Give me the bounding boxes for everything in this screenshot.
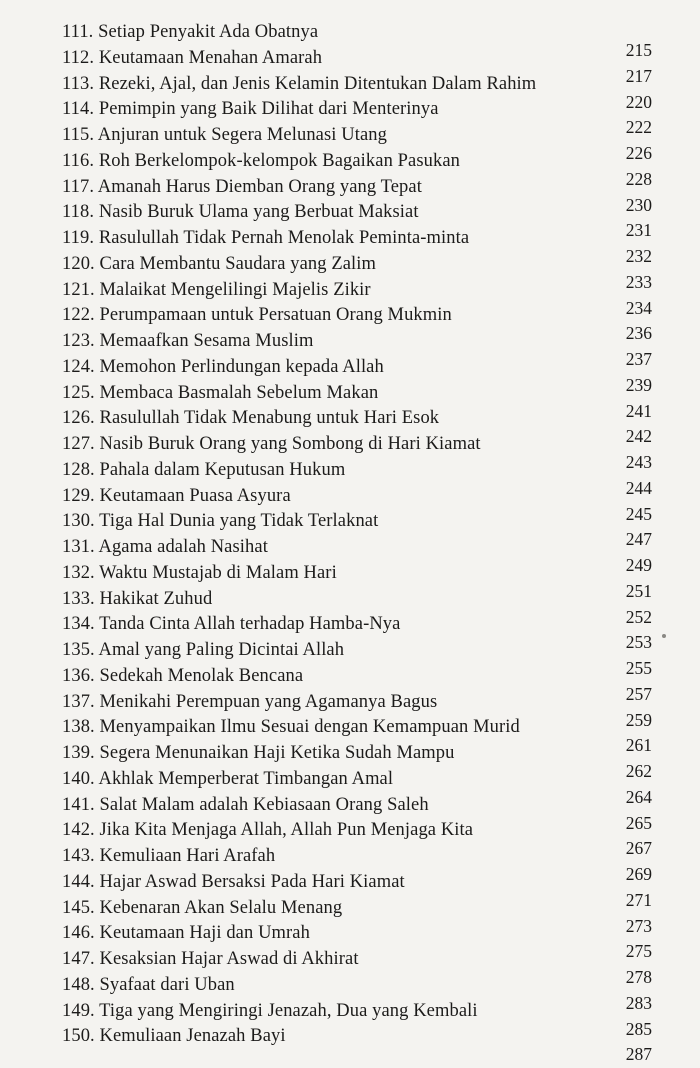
toc-entry-title: 131. Agama adalah Nasihat (62, 537, 268, 557)
toc-entry-title: 140. Akhlak Memperberat Timbangan Amal (62, 768, 394, 789)
toc-entry-page-number: 259 (625, 709, 652, 730)
toc-entry-page-number: 251 (625, 580, 652, 601)
toc-entry-page-number: 283 (625, 992, 652, 1013)
toc-entry-title: 133. Hakikat Zuhud (62, 588, 213, 609)
toc-entry-title: 137. Menikahi Perempuan yang Agamanya Bagus (62, 691, 438, 712)
toc-entry-title: 132. Waktu Mustajab di Malam Hari (62, 562, 337, 583)
toc-entry-page-number: 244 (625, 477, 652, 498)
toc-entry-page-number: 231 (625, 220, 652, 241)
toc-entry-title: 124. Memohon Perlindungan kepada Allah (62, 356, 384, 377)
toc-entry-title: 138. Menyampaikan Ilmu Sesuai dengan Kemampuan Murid (62, 717, 520, 738)
toc-entry-title: 144. Hajar Aswad Bersaksi Pada Hari Kiamat (62, 871, 405, 892)
toc-entry-title: 114. Pemimpin yang Baik Dilihat dari Menterinya (62, 99, 439, 120)
toc-entry-page-number: 264 (625, 786, 652, 807)
toc-entry-title: 115. Anjuran untuk Segera Melunasi Utang (62, 125, 387, 145)
toc-entry-page-number: 271 (625, 889, 652, 910)
toc-entry-page-number: 239 (625, 374, 652, 395)
toc-entry-page-number: 262 (625, 761, 652, 781)
toc-entry-title: 130. Tiga Hal Dunia yang Tidak Terlaknat (62, 511, 379, 532)
toc-entry-page-number: 236 (625, 323, 652, 344)
toc-entry-title: 129. Keutamaan Puasa Asyura (62, 485, 291, 506)
toc-entry-title: 116. Roh Berkelompok-kelompok Bagaikan Pasukan (62, 150, 461, 171)
toc-entry-title: 148. Syafaat dari Uban (62, 974, 235, 995)
toc-entry-title: 121. Malaikat Mengelilingi Majelis Zikir (62, 279, 371, 300)
toc-entry-page-number: 273 (625, 915, 652, 936)
toc-page-number-column (590, 38, 652, 1068)
toc-entry-title: 113. Rezeki, Ajal, dan Jenis Kelamin Ditentukan Dalam Rahim (62, 73, 537, 94)
toc-entry-title: 141. Salat Malam adalah Kebiasaan Orang Saleh (62, 794, 429, 815)
toc-entry-page-number: 278 (625, 967, 652, 987)
toc-entry-page-number: 230 (625, 194, 652, 215)
toc-entry-page-number: 233 (625, 271, 652, 292)
toc-entry-page-number: 217 (625, 65, 652, 86)
toc-entry-title: 134. Tanda Cinta Allah terhadap Hamba-Nya (62, 614, 401, 635)
toc-entry-page-number: 267 (625, 838, 652, 859)
toc-entry-title: 120. Cara Membantu Saudara yang Zalim (62, 253, 376, 274)
toc-entry-page-number: 220 (625, 91, 652, 112)
toc-entry-title: 143. Kemuliaan Hari Arafah (62, 846, 276, 866)
toc-entry-page-number: 215 (625, 40, 652, 60)
toc-entry-page-number: 287 (625, 1044, 652, 1065)
toc-entry-title: 135. Amal yang Paling Dicintai Allah (62, 640, 345, 660)
toc-entry-title: 149. Tiga yang Mengiringi Jenazah, Dua yang Kembali (62, 1000, 478, 1021)
toc-entry-title: 118. Nasib Buruk Ulama yang Berbuat Maksiat (62, 202, 419, 223)
toc-entry-page-number: 245 (625, 503, 652, 524)
toc-entry-title: 122. Perumpamaan untuk Persatuan Orang Mukmin (62, 305, 452, 326)
toc-entry-page-number: 237 (625, 349, 652, 369)
toc-title-column (62, 20, 622, 1050)
toc-entry-page-number: 257 (625, 683, 652, 704)
toc-entry-page-number: 265 (625, 812, 652, 833)
toc-entry-page-number: 241 (625, 400, 652, 421)
toc-entry-page-number: 285 (625, 1018, 652, 1039)
toc-entry-page-number: 255 (625, 658, 652, 678)
toc-entry-page-number: 232 (625, 246, 652, 266)
toc-entry-title: 125. Membaca Basmalah Sebelum Makan (62, 382, 379, 403)
toc-entry-page-number: 243 (625, 452, 652, 472)
toc-entry-title: 136. Sedekah Menolak Bencana (62, 665, 304, 686)
toc-entry-page-number: 269 (625, 864, 652, 884)
toc-entry-page-number: 253 (625, 632, 652, 653)
margin-speck (662, 634, 666, 638)
toc-entry-page-number: 222 (625, 117, 652, 138)
toc-entry-title: 145. Kebenaran Akan Selalu Menang (62, 897, 343, 918)
toc-entry-page-number: 275 (625, 941, 652, 962)
toc-entry-page-number: 242 (625, 426, 652, 447)
toc-entry-title: 128. Pahala dalam Keputusan Hukum (62, 459, 346, 480)
toc-entry-title: 139. Segera Menunaikan Haji Ketika Sudah Mampu (62, 743, 455, 763)
toc-entry-page-number: 247 (625, 529, 652, 550)
toc-entry-page-number: 234 (625, 297, 652, 318)
toc-entry-title: 127. Nasib Buruk Orang yang Sombong di Hari Kiamat (62, 434, 481, 454)
toc-entry-title: 150. Kemuliaan Jenazah Bayi (62, 1026, 286, 1047)
toc-entry-title: 111. Setiap Penyakit Ada Obatnya (62, 22, 319, 42)
toc-entry-title: 112. Keutamaan Menahan Amarah (62, 47, 323, 68)
toc-entry-title: 146. Keutamaan Haji dan Umrah (62, 923, 310, 944)
toc-entry-title: 119. Rasulullah Tidak Pernah Menolak Peminta-minta (62, 228, 470, 248)
toc-entry-title: 126. Rasulullah Tidak Menabung untuk Hari Esok (62, 408, 440, 429)
toc-entry-title: 142. Jika Kita Menjaga Allah, Allah Pun Menjaga Kita (62, 820, 474, 841)
toc-entry-page-number: 252 (625, 606, 652, 627)
toc-entry-title: 147. Kesaksian Hajar Aswad di Akhirat (62, 949, 359, 969)
toc-entry-page-number: 261 (625, 735, 652, 756)
toc-entry-page-number: 228 (625, 168, 652, 189)
toc-entry-page-number: 226 (625, 143, 652, 163)
toc-entry-title: 123. Memaafkan Sesama Muslim (62, 331, 314, 351)
toc-entry-title: 117. Amanah Harus Diemban Orang yang Tepat (62, 176, 422, 197)
toc-entry-page-number: 249 (625, 555, 652, 575)
